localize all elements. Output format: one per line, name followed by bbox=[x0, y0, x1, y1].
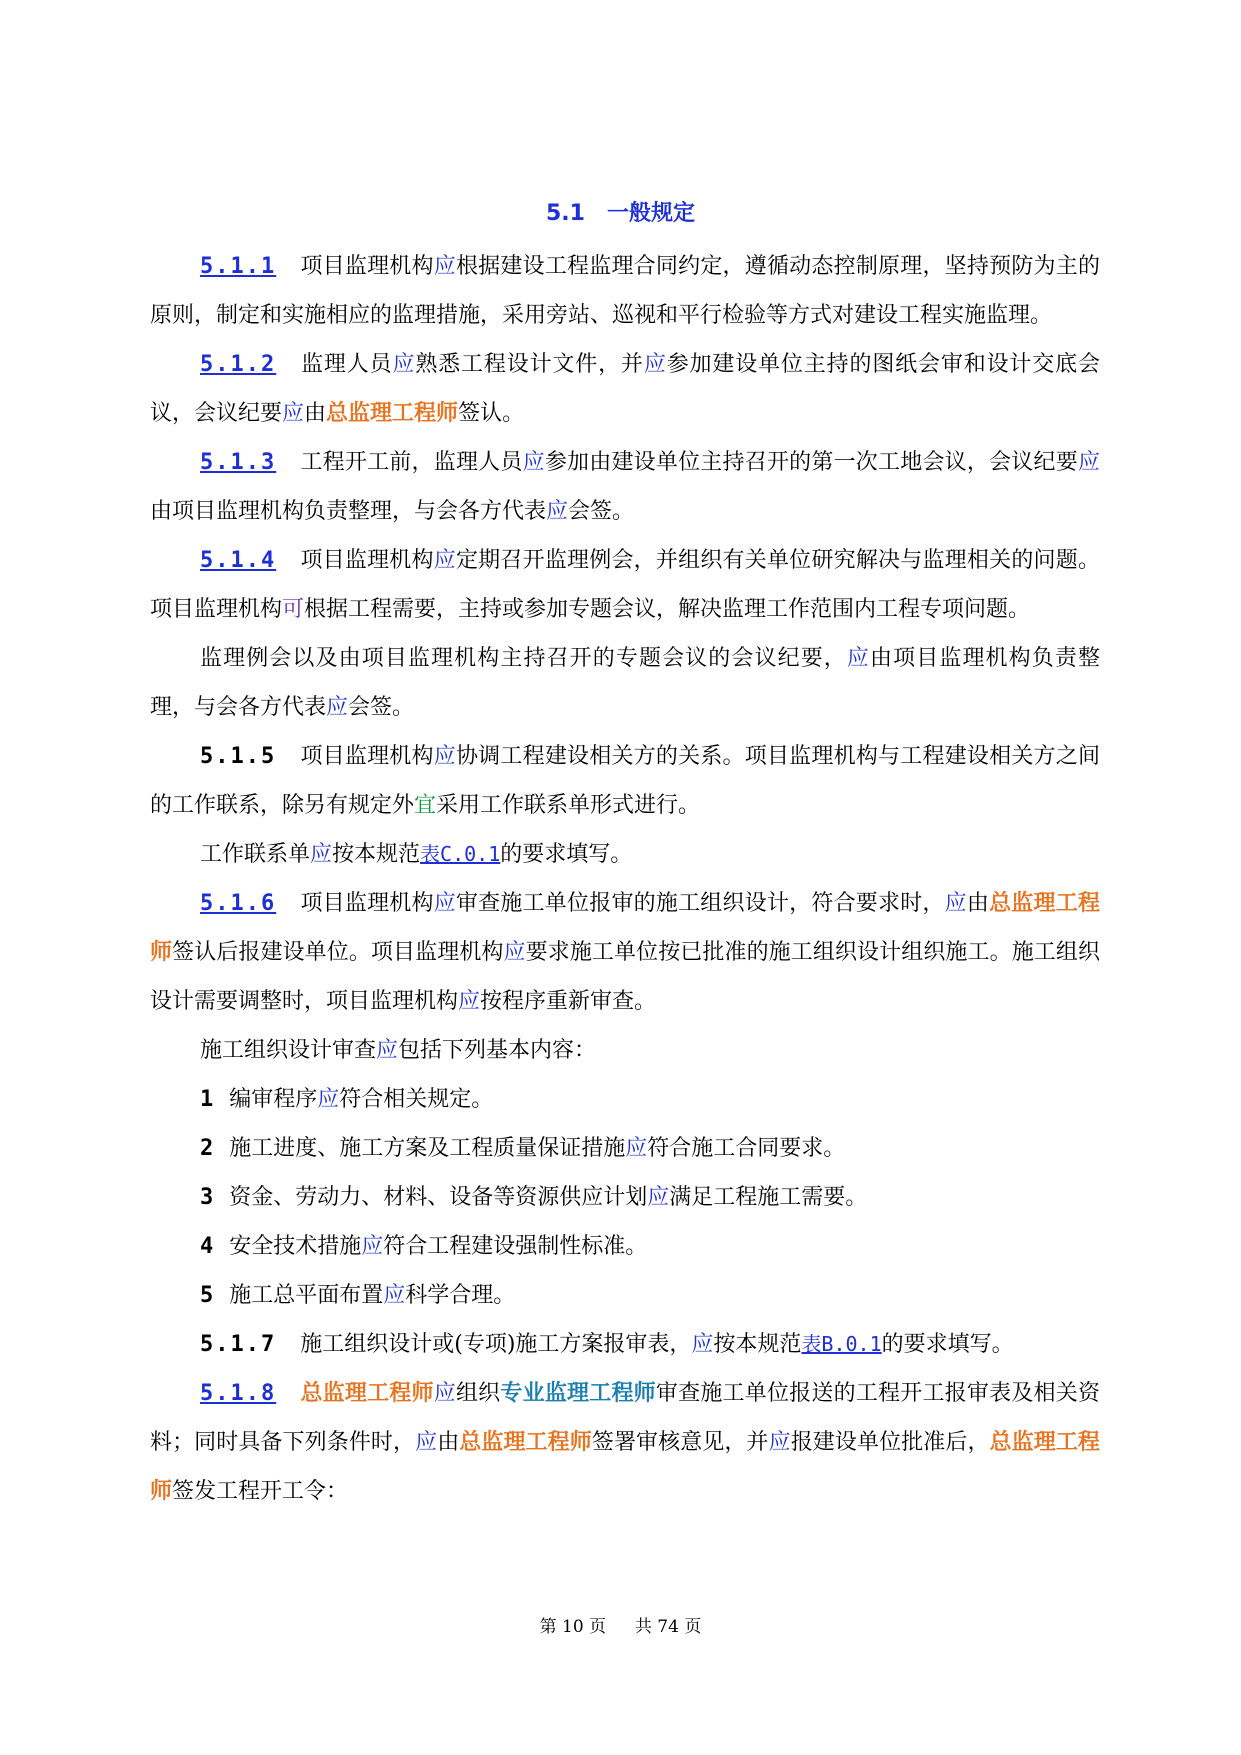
keyword-ying: 应 bbox=[433, 1381, 456, 1406]
role-chief-engineer: 总监理工程师 bbox=[300, 1380, 434, 1406]
list-number: 3 bbox=[200, 1185, 216, 1210]
table-reference-link[interactable]: 表C.0.1 bbox=[420, 842, 501, 866]
role-specialist-engineer: 专业监理工程师 bbox=[500, 1380, 656, 1406]
clause-number-link[interactable]: 5.1.3 bbox=[200, 450, 277, 475]
role-chief-engineer: 总监理工程师 bbox=[150, 1429, 1100, 1504]
clause-5-1-8 bbox=[150, 1369, 1100, 1516]
keyword-ying: 应 bbox=[433, 744, 456, 769]
clause-5-1-1 bbox=[150, 242, 1100, 340]
page-footer bbox=[0, 1612, 1241, 1637]
text: 根据工程需要，主持或参加专题会议，解决监理工作范围内工程专项问题。 bbox=[304, 597, 1031, 622]
text: 监理例会以及由项目监理机构主持召开的专题会议的会议纪要， bbox=[200, 646, 847, 671]
keyword-ying: 应 bbox=[643, 352, 667, 377]
text: 满足工程施工需要。 bbox=[669, 1185, 868, 1210]
clause-number-link[interactable]: 5.1.6 bbox=[200, 891, 277, 916]
text: 定期召开监理例会，并组织有关单位研究解决与监理相关的问题。项目监理机构 bbox=[150, 548, 1100, 622]
role-chief-engineer: 总监理工程师 bbox=[150, 890, 1100, 965]
text: 包括下列基本内容： bbox=[398, 1038, 597, 1063]
keyword-ying: 应 bbox=[1077, 450, 1100, 475]
list-item bbox=[150, 1124, 1100, 1173]
keyword-ying: 应 bbox=[433, 548, 456, 573]
keyword-ying: 应 bbox=[625, 1136, 648, 1161]
keyword-ying: 应 bbox=[647, 1185, 670, 1210]
clause-number-link[interactable]: 5.1.4 bbox=[200, 548, 277, 573]
list-number: 5 bbox=[200, 1283, 216, 1308]
document-body bbox=[150, 242, 1100, 1516]
keyword-ying: 应 bbox=[326, 695, 349, 720]
text: 项目监理机构 bbox=[300, 254, 434, 279]
clause-number-link[interactable]: 5.1.2 bbox=[200, 352, 277, 377]
text: 的要求填写。 bbox=[881, 1332, 1014, 1357]
keyword-ying: 应 bbox=[846, 646, 871, 671]
clause-5-1-5 bbox=[150, 732, 1100, 830]
keyword-ying: 应 bbox=[691, 1332, 714, 1357]
keyword-ying: 应 bbox=[376, 1038, 399, 1063]
table-reference-link[interactable]: 表B.0.1 bbox=[801, 1332, 882, 1356]
text: 监理人员 bbox=[300, 352, 393, 377]
text: 会签。 bbox=[348, 695, 415, 720]
text: 签署审核意见，并 bbox=[591, 1430, 769, 1455]
text: 由 bbox=[437, 1430, 460, 1455]
clause-number: 5.1.7 bbox=[200, 1332, 277, 1357]
clause-5-1-4 bbox=[150, 536, 1100, 634]
text: 由项目监理机构负责整理，与会各方代表 bbox=[150, 499, 547, 524]
text: 会签。 bbox=[568, 499, 635, 524]
keyword-ying: 应 bbox=[392, 352, 416, 377]
text: 根据建设工程监理合同约定，遵循动态控制原理，坚持预防为主的原则，制定和实施相应的监理措施，采用旁站、巡视和平行检验等方式对建设工程实施监理。 bbox=[150, 254, 1100, 328]
text: 要求施工单位按已批准的施工组织设计组织施工。施工组织设计需要调整时，项目监理机构 bbox=[150, 940, 1100, 1014]
list-number: 2 bbox=[200, 1136, 216, 1161]
clause-5-1-7 bbox=[150, 1320, 1100, 1369]
section-title: 5.1 一般规定 bbox=[546, 201, 695, 226]
text: 签认后报建设单位。项目监理机构 bbox=[172, 940, 504, 965]
text: 签认。 bbox=[458, 401, 525, 426]
text: 项目监理机构 bbox=[300, 548, 434, 573]
text: 符合施工合同要求。 bbox=[647, 1136, 846, 1161]
keyword-ying: 应 bbox=[433, 254, 456, 279]
text: 符合工程建设强制性标准。 bbox=[383, 1234, 648, 1259]
page-number: 第 10 页 bbox=[539, 1617, 607, 1637]
clause-5-1-2 bbox=[150, 340, 1100, 438]
keyword-ying: 应 bbox=[415, 1430, 438, 1455]
clause-5-1-6-note bbox=[150, 1026, 1100, 1075]
page-total: 共 74 页 bbox=[634, 1617, 702, 1637]
text: 审查施工单位报审的施工组织设计，符合要求时， bbox=[455, 891, 945, 916]
text: 组织 bbox=[455, 1381, 501, 1406]
text: 签发工程开工令： bbox=[172, 1479, 349, 1504]
text: 参加建设单位主持的图纸会审和设计交底会议，会议纪要 bbox=[150, 352, 1100, 426]
text: 由项目监理机构负责整理，与会各方代表 bbox=[150, 646, 1100, 720]
list-item bbox=[150, 1173, 1100, 1222]
keyword-ying: 应 bbox=[317, 1087, 340, 1112]
text: 施工总平面布置 bbox=[229, 1283, 384, 1308]
text: 采用工作联系单形式进行。 bbox=[436, 793, 701, 818]
text: 由 bbox=[304, 401, 327, 426]
list-item bbox=[150, 1271, 1100, 1320]
text: 编审程序 bbox=[229, 1087, 318, 1112]
keyword-ying: 应 bbox=[282, 401, 305, 426]
text: 资金、劳动力、材料、设备等资源供应计划 bbox=[229, 1185, 648, 1210]
keyword-ying: 应 bbox=[546, 499, 569, 524]
text: 项目监理机构 bbox=[300, 744, 434, 769]
role-chief-engineer: 总监理工程师 bbox=[326, 400, 459, 426]
clause-number-link[interactable]: 5.1.1 bbox=[200, 254, 277, 279]
text: 按程序重新审查。 bbox=[480, 989, 657, 1014]
text: 工程开工前，监理人员 bbox=[300, 450, 523, 475]
text: 按本规范 bbox=[332, 842, 421, 867]
keyword-ying: 应 bbox=[310, 842, 333, 867]
keyword-ying: 应 bbox=[383, 1283, 406, 1308]
keyword-ke: 可 bbox=[282, 597, 305, 622]
text: 的要求填写。 bbox=[500, 842, 633, 867]
text: 符合相关规定。 bbox=[339, 1087, 494, 1112]
clause-5-1-6 bbox=[150, 879, 1100, 1026]
keyword-ying: 应 bbox=[768, 1430, 791, 1455]
keyword-yi: 宜 bbox=[414, 793, 437, 818]
list-item bbox=[150, 1075, 1100, 1124]
text: 审查施工单位报送的工程开工报审表及相关资料；同时具备下列条件时， bbox=[150, 1381, 1100, 1455]
text: 报建设单位批准后， bbox=[790, 1430, 990, 1455]
keyword-ying: 应 bbox=[458, 989, 481, 1014]
keyword-ying: 应 bbox=[433, 891, 456, 916]
text: 协调工程建设相关方的关系。项目监理机构与工程建设相关方之间的工作联系，除另有规定外 bbox=[150, 744, 1100, 818]
role-chief-engineer: 总监理工程师 bbox=[459, 1429, 592, 1455]
list-item bbox=[150, 1222, 1100, 1271]
clause-5-1-4-note bbox=[150, 634, 1100, 732]
text: 工作联系单 bbox=[200, 842, 311, 867]
text: 施工组织设计或(专项)施工方案报审表， bbox=[300, 1332, 692, 1357]
clause-5-1-5-note bbox=[150, 830, 1100, 879]
text: 熟悉工程设计文件，并 bbox=[415, 352, 644, 377]
text: 科学合理。 bbox=[405, 1283, 516, 1308]
text: 施工组织设计审查 bbox=[200, 1038, 377, 1063]
text: 安全技术措施 bbox=[229, 1234, 362, 1259]
keyword-ying: 应 bbox=[503, 940, 526, 965]
text: 由 bbox=[966, 891, 990, 916]
clause-5-1-3 bbox=[150, 438, 1100, 536]
keyword-ying: 应 bbox=[522, 450, 545, 475]
clause-number: 5.1.5 bbox=[200, 744, 277, 769]
text: 项目监理机构 bbox=[300, 891, 434, 916]
list-number: 4 bbox=[200, 1234, 216, 1259]
text: 施工进度、施工方案及工程质量保证措施 bbox=[229, 1136, 626, 1161]
list-number: 1 bbox=[200, 1087, 216, 1112]
clause-number-link[interactable]: 5.1.8 bbox=[200, 1381, 277, 1406]
keyword-ying: 应 bbox=[944, 891, 967, 916]
text: 参加由建设单位主持召开的第一次工地会议，会议纪要 bbox=[544, 450, 1078, 475]
text: 按本规范 bbox=[713, 1332, 802, 1357]
keyword-ying: 应 bbox=[361, 1234, 384, 1259]
